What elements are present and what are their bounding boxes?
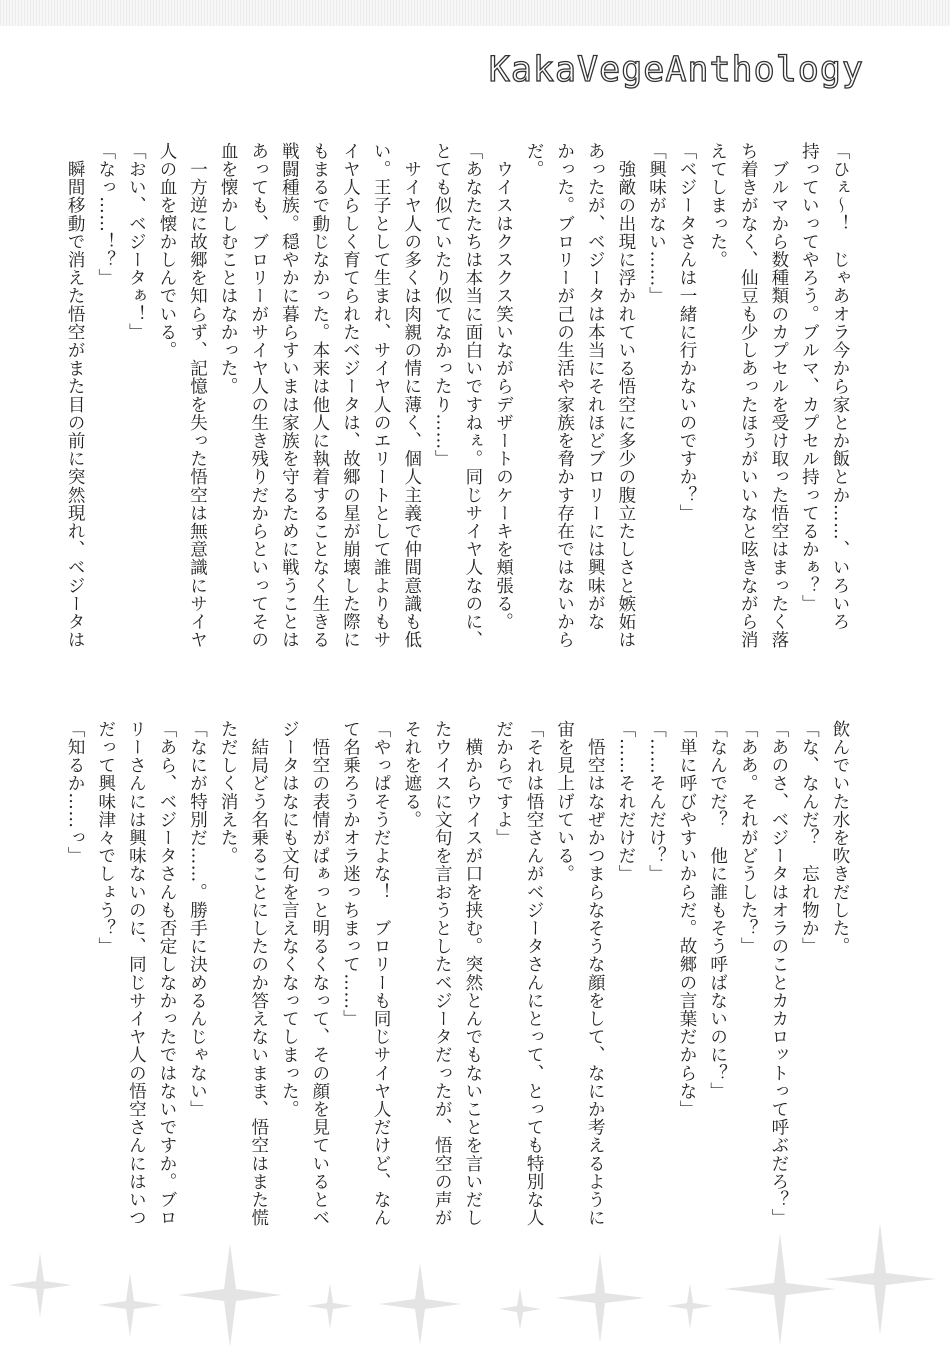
anthology-title: KakaVegeAnthology: [488, 50, 864, 90]
text-column-top: 人の血を懐かしんでいる。: [156, 142, 177, 360]
text-column-top: とても似ていたり似てなかったり……」: [432, 142, 453, 468]
text-column-bottom: ただしく消えた。: [218, 720, 239, 865]
text-column-top: あっても、ブロリーがサイヤ人の生き残りだからといってその: [248, 142, 269, 649]
top-gray-band: [0, 0, 950, 26]
text-column-top: 「なっ……！？」: [95, 142, 116, 287]
text-column-top: あったが、ベジータは本当にそれほどブロリーには興味がな: [585, 142, 606, 631]
text-column-top: ち着きがなく、仙豆も少しあったほうがいいなと呟きながら消: [738, 142, 759, 649]
text-column-bottom: たウイスに文句を言おうとしたベジータだったが、悟空の声が: [432, 720, 453, 1227]
text-column-bottom: 「なにが特別だ……。勝手に決めるんじゃない」: [187, 720, 208, 1119]
text-column-bottom: だって興味津々でしょう？」: [95, 720, 116, 956]
text-column-bottom: 悟空の表情がぱぁっと明るくなって、その顔を見ているとベ: [309, 720, 330, 1227]
text-column-top: ウイスはクスクス笑いながらデザートのケーキを頬張る。: [493, 142, 514, 631]
text-column-bottom: 「なんでだ？ 他に誰もそう呼ばないのに？」: [707, 720, 728, 1101]
sparkle-decoration: [0, 1203, 950, 1363]
text-column-bottom: 「単に呼びやすいからだ。故郷の言葉だからな」: [677, 720, 698, 1119]
text-column-top: 「おい、ベジータぁ！」: [126, 142, 147, 342]
text-column-top: もまるで動じなかった。本来は他人に執着することなく生きる: [309, 142, 330, 649]
vertical-text-block-bottom: [65, 720, 855, 1227]
text-column-top: 持っていってやろう。ブルマ、カプセル持ってるかぁ？」: [799, 142, 820, 613]
text-column-bottom: 結局どう名乗ることにしたのか答えないまま、悟空はまた慌: [248, 720, 269, 1227]
text-column-bottom: 宙を見上げている。: [554, 720, 575, 883]
text-column-top: サイヤ人の多くは肉親の情に薄く、個人主義で仲間意識も低: [401, 142, 422, 649]
text-column-bottom: て名乗ろうかオラ迷っちまって……」: [340, 720, 361, 1028]
text-column-top: 「ベジータさんは一緒に行かないのですか？」: [677, 142, 698, 523]
text-column-bottom: 「……それだけだ」: [615, 720, 636, 883]
text-column-bottom: 悟空はなぜかつまらなそうな顔をして、なにか考えるように: [585, 720, 606, 1227]
text-column-bottom: ジータはなにも文句を言えなくなってしまった。: [279, 720, 300, 1119]
text-column-bottom: 横からウイスが口を挟む。突然とんでもないことを言いだし: [462, 720, 483, 1227]
text-column-top: 瞬間移動で消えた悟空がまた目の前に突然現れ、ベジータは: [65, 142, 86, 649]
text-column-top: 「興味がない……」: [646, 142, 667, 305]
text-column-top: 強敵の出現に浮かれている悟空に多少の腹立たしさと嫉妬は: [615, 142, 636, 649]
text-column-bottom: 「あのさ、ベジータはオラのことカカロットって呼ぶだろ？」: [768, 720, 789, 1227]
text-column-bottom: 「な、なんだ？ 忘れ物か」: [799, 720, 820, 956]
text-column-bottom: 「やっぱそうだよな！ ブロリーも同じサイヤ人だけど、なん: [371, 720, 392, 1227]
text-column-top: かった。ブロリーが己の生活や家族を脅かす存在ではないから: [554, 142, 575, 649]
text-column-top: 一方逆に故郷を知らず、記憶を失った悟空は無意識にサイヤ: [187, 142, 208, 649]
text-column-bottom: 「あら、ベジータさんも否定しなかったではないですか。ブロ: [156, 720, 177, 1227]
text-column-top: えてしまった。: [707, 142, 728, 269]
text-column-bottom: 「知るか……っ」: [65, 720, 86, 865]
text-column-top: い。王子として生まれ、サイヤ人のエリートとして誰よりもサ: [371, 142, 392, 649]
text-column-top: だ。: [524, 142, 545, 179]
text-column-bottom: 飲んでいた水を吹きだした。: [830, 720, 850, 956]
text-column-top: 「あなたたちは本当に面白いですねぇ。同じサイヤ人なのに、: [462, 142, 483, 649]
text-column-bottom: だからですよ」: [493, 720, 514, 847]
text-column-top: 「ひぇ〜！ じゃあオラ今から家とか飯とか……、いろいろ: [830, 142, 850, 631]
vertical-text-block-top: [65, 142, 855, 672]
text-column-top: 血を懐かしむことはなかった。: [218, 142, 239, 396]
text-column-bottom: 「……そんだけ？」: [646, 720, 667, 883]
text-column-bottom: 「ああ。それがどうした？」: [738, 720, 759, 956]
text-column-bottom: リーさんには興味ないのに、同じサイヤ人の悟空さんにはいつ: [126, 720, 147, 1227]
text-column-top: ブルマから数種類のカプセルを受け取った悟空はまったく落: [768, 142, 789, 649]
text-column-top: 戦闘種族。穏やかに暮らすいまは家族を守るために戦うことは: [279, 142, 300, 649]
text-column-bottom: 「それは悟空さんがベジータさんにとって、とっても特別な人: [524, 720, 545, 1227]
text-column-top: イヤ人らしく育てられたベジータは、故郷の星が崩壊した際に: [340, 142, 361, 649]
text-column-bottom: それを遮る。: [401, 720, 422, 829]
